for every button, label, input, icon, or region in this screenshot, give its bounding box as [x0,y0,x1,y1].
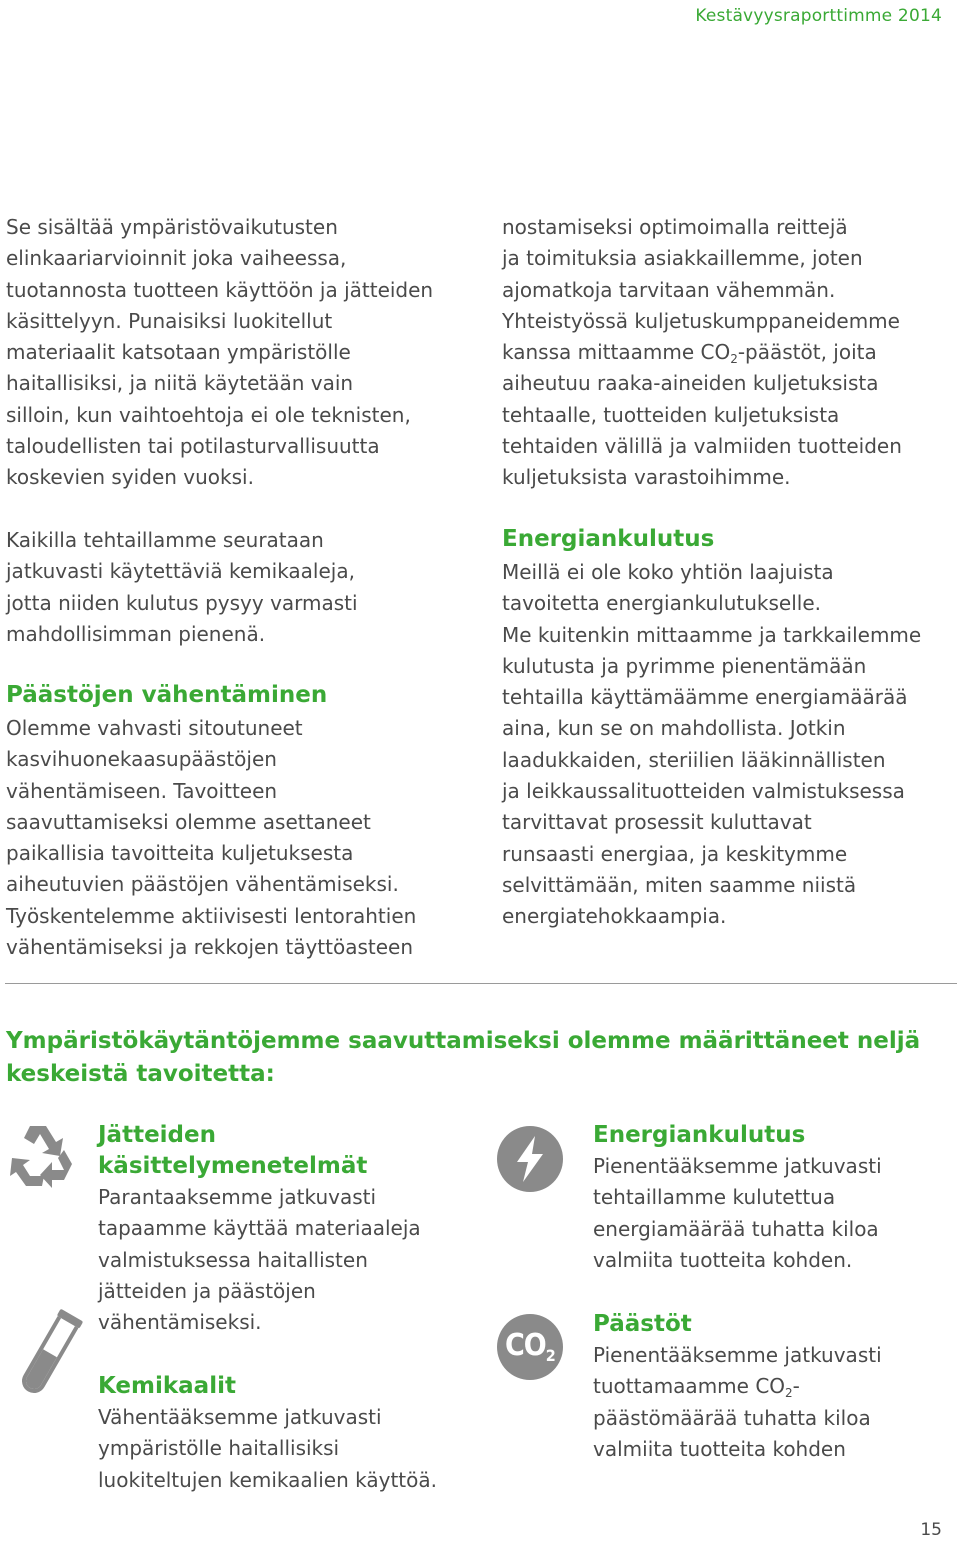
title-line: Kemikaalit [98,1373,236,1399]
text-line: ajomatkoja tarvitaan vähemmän. [502,277,836,302]
text-line: vähentämiseksi ja rekkojen täyttöasteen [6,935,414,960]
emissions-goal-text: Pienentääksemme jatkuvasti tuottamaamme $CO_2-$ päästömäärää tuhatta kiloa valmiita tuotteita kohden [593,1340,882,1465]
text-line: tuotannosta tuotteen käyttöön ja jätteiden [6,277,434,302]
text-line: jätteiden ja päästöjen [98,1278,316,1303]
text-line: Parantaaksemme jatkuvasti [98,1185,377,1209]
chemicals-goal-text [98,1402,437,1496]
text-line: tehtaiden välillä ja valmiiden tuotteiden [502,434,902,459]
text-line: Kaikilla tehtaillamme seurataan [6,528,324,552]
text-line: kulutusta ja pyrimme pienentämään [502,653,867,678]
right-paragraph-2 [502,557,921,933]
chemicals-goal [98,1371,437,1496]
text-line: jotta niiden kulutus pysyy varmasti [6,590,358,615]
text-line: aiheutuu raaka-aineiden kuljetuksista [502,371,879,396]
text-line: aiheutuvien päästöjen vähentämiseksi. [6,872,399,897]
report-title: Kestävyysraporttimme 2014 [695,6,942,26]
text-line: valmiita tuotteita kohden. [593,1247,853,1272]
text-line: tehtailla käyttämäämme energiamäärää [502,685,908,710]
text-line: taloudellisten tai potilasturvallisuutta [6,434,380,459]
test-tube-icon [14,1305,84,1405]
heading-line: Ympäristökäytäntöjemme saavuttamiseksi olemme määrittäneet neljä [6,1028,921,1054]
text-line: tavoitetta energiankulutukselle. [502,591,821,616]
text-line: tehtaalle, tuotteiden kuljetuksista [502,402,840,427]
recycle-icon [6,1120,78,1192]
text-line: materiaalit katsotaan ympäristölle [6,340,351,365]
text-line: ympäristölle haitallisiksi [98,1436,340,1461]
text-line: ja leikkaussalituotteiden valmistuksessa [502,779,905,804]
title-line: Päästöt [593,1311,692,1337]
text-line: paikallisia tavoitteita kuljetuksesta [6,841,354,866]
text-line: nostamiseksi optimoimalla reittejä [502,215,848,239]
section-divider [5,983,957,984]
text-line: koskevien syiden vuoksi. [6,465,254,490]
text-line: tapaamme käyttää materiaaleja [98,1216,421,1241]
text-line: aina, kun se on mahdollista. Jotkin [502,716,846,741]
text-line: selvittämään, miten saamme niistä [502,872,857,897]
text-line: runsaasti energiaa, ja keskitymme [502,841,848,866]
text-line: Pienentääksemme jatkuvasti [593,1154,882,1178]
co2-icon-label: $CO_2$ [505,1328,555,1365]
text-line: Meillä ei ole koko yhtiön laajuista [502,560,834,584]
text-line: laadukkaiden, steriilien lääkinnällisten [502,747,886,772]
left-paragraph-3 [6,713,416,963]
goals-heading [6,1025,920,1091]
energy-heading: Energiankulutus [502,526,715,552]
waste-goal-title [98,1120,421,1182]
text-line: kuljetuksista varastoihimme. [502,465,791,490]
left-paragraph-2 [6,525,358,650]
text-line: elinkaariarvioinnit joka vaiheessa, [6,246,347,271]
energy-goal-text [593,1151,882,1276]
text-line: valmistuksessa haitallisten [98,1247,368,1272]
energy-goal-title [593,1120,882,1151]
waste-goal-text [98,1182,421,1338]
text-line: Olemme vahvasti sitoutuneet [6,716,303,740]
energy-goal [593,1120,882,1276]
text-line: valmiita tuotteita kohden [593,1436,846,1461]
text-line: energiatehokkaampia. [502,904,727,929]
emissions-heading: Päästöjen vähentäminen [6,682,328,708]
text-line: luokiteltujen kemikaalien käyttöä. [98,1467,437,1492]
emissions-goal [593,1309,882,1465]
title-line: Energiankulutus [593,1122,806,1148]
co2-icon [495,1312,565,1382]
text-line: mahdollisimman pienenä. [6,621,266,646]
text-line: päästömäärää tuhatta kiloa [593,1405,871,1430]
text-line: haitallisiksi, ja niitä käytetään vain [6,371,354,396]
heading-line: keskeistä tavoitetta: [6,1061,275,1087]
text-line: ja toimituksia asiakkaillemme, joten [502,246,863,271]
text-line: jatkuvasti käytettäviä kemikaaleja, [6,559,355,584]
text-line: käsittelyyn. Punaisiksi luokitellut [6,308,333,333]
left-paragraph-1 [6,212,433,494]
page-number: 15 [920,1520,942,1540]
waste-goal [98,1120,421,1338]
lightning-icon [495,1124,565,1194]
title-line: Jätteiden [98,1122,216,1148]
text-line: vähentämiseen. Tavoitteen [6,778,278,803]
text-line: vähentämiseksi. [98,1310,262,1335]
text-line: Vähentääksemme jatkuvasti [98,1405,382,1429]
text-line: silloin, kun vaihtoehtoja ei ole teknisten, [6,402,411,427]
chemicals-goal-title [98,1371,437,1402]
text-line: saavuttamiseksi olemme asettaneet [6,809,371,834]
co2-line: kanssa mittaamme $CO_2$-päästöt, joita [502,340,877,367]
text-line: Me kuitenkin mittaamme ja tarkkailemme [502,622,922,647]
text-line: Työskentelemme aktiivisesti lentorahtien [6,903,417,928]
text-line: energiamäärää tuhatta kiloa [593,1216,879,1241]
emissions-goal-title [593,1309,882,1340]
text-line: Yhteistyössä kuljetuskumppaneidemme [502,308,900,333]
text-line: Se sisältää ympäristövaikutusten [6,215,338,239]
text-line: tehtaillamme kulutettua [593,1185,836,1210]
text-line: tarvittavat prosessit kuluttavat [502,810,812,835]
right-paragraph-1 [502,212,902,494]
text-line: kasvihuonekaasupäästöjen [6,747,277,772]
title-line: käsittelymenetelmät [98,1153,368,1179]
